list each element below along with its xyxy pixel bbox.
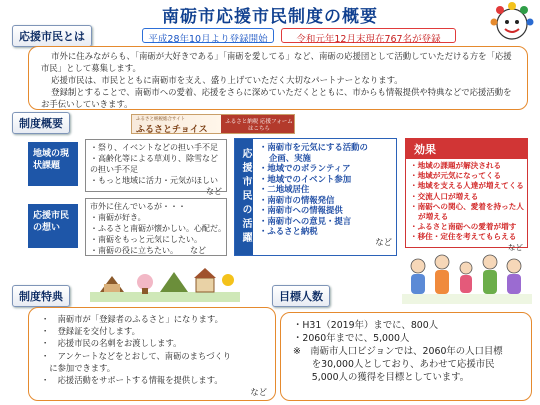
list-item: ・南砺への関心、愛着を持った人 — [410, 201, 524, 211]
list-etc: など — [250, 387, 267, 398]
region-issues-list — [85, 139, 227, 196]
list-item: ・2060年までに、5,000人 — [293, 333, 410, 344]
intro-paragraph: 登録制とすることで、南砺市への愛着、応援をさらに深めていただくとともに、市からも情報提供や特典などで応援活動をお手伝いしていきます。 — [41, 87, 512, 109]
intro-paragraph: 市外に住みながらも、「南砺が大好きである」「南砺を愛してる」など、南砺の応援団として活動していただける方を「応援市民」として募集します。 — [41, 51, 512, 73]
list-item: ・地域でのイベント参加 — [259, 173, 352, 184]
banner-logo-text: ふるさとチョイス — [136, 125, 208, 135]
registration-count-badge: 令和元年12月末現在767名が登録 — [281, 28, 456, 43]
list-etc: など — [206, 187, 222, 196]
furusato-choice-banner[interactable] — [131, 114, 295, 134]
list-item: 企画、実施 — [269, 152, 311, 163]
list-item: に参加できます。 — [41, 362, 116, 373]
section-benefits-tab: 制度特典 — [12, 285, 70, 307]
region-issues-label: 地域の現状課題 — [28, 142, 78, 186]
list-item: ・ アンケートなどをとおして、南砺のまちづくり — [41, 350, 232, 361]
intro-box — [28, 46, 528, 110]
list-item: ・地域でのボランティア — [259, 163, 351, 173]
list-item: ・ 南砺市が「登録者のふるさと」になります。 — [41, 314, 223, 324]
list-item: ・南砺の役に立ちたい。 など — [90, 246, 206, 255]
list-item: ・地域を支える人達が増えてくる — [410, 181, 524, 191]
effects-title: 効果 — [406, 139, 527, 159]
list-item: ・移住・定住を考えてもらえる — [410, 232, 517, 242]
effects-panel — [405, 138, 528, 252]
list-item: ・ 登録証を交付します。 — [41, 326, 140, 337]
list-item: ・ 応援市民の名刺をお渡しします。 — [41, 338, 182, 349]
townscape-illustration — [90, 262, 240, 302]
list-etc: など — [507, 242, 523, 252]
section-about-tab: 応援市民とは — [12, 25, 92, 47]
section-target-tab: 目標人数 — [272, 285, 330, 307]
supporter-activities-label: 応援市民の活躍 — [235, 139, 253, 255]
people-illustration — [402, 248, 532, 306]
list-item: ・南砺市への情報提供 — [259, 205, 343, 215]
list-item: が増える — [418, 212, 449, 222]
banner-right-text: ふるさと納税 応援フォームはこちら — [225, 119, 293, 132]
intro-paragraph: 応援市民は、市民とともに南砺市を支え、盛り上げていただく大切なパートナーとなります。 — [51, 75, 403, 85]
list-item: ・南砺市の情報発信 — [259, 194, 335, 205]
effects-list — [406, 159, 527, 255]
banner-small-text: ふるさと納税総合サイト — [136, 117, 186, 122]
list-item: ・H31（2019年）までに、800人 — [293, 320, 439, 331]
supporter-activities-list — [255, 140, 396, 249]
list-item: ・南砺市への意見・提言 — [259, 215, 352, 226]
target-box — [280, 312, 532, 401]
list-etc: など — [375, 236, 392, 247]
registration-start-badge: 平成28年10月より登録開始 — [142, 28, 274, 43]
benefits-box — [28, 307, 276, 401]
list-item: ・地域が元気になってくる — [410, 171, 502, 181]
section-overview-tab: 制度概要 — [12, 112, 70, 134]
list-item: ・ふるさと納税 — [259, 226, 318, 236]
list-item: ・南砺をもっと元気にしたい。 — [90, 235, 202, 244]
list-item: 5,000人の獲得を目標としています。 — [293, 372, 470, 383]
list-item: ・ふるさと南砺が懐かしい。心配だ。 — [90, 224, 226, 233]
supporter-feelings-label: 応援市民の想い — [28, 204, 78, 248]
list-item: ・交流人口が増える — [410, 191, 479, 201]
smiling-mascot-icon — [490, 2, 534, 42]
page-title: 南砺市応援市民制度の概要 — [162, 7, 378, 27]
list-item: ・祭り、イベントなどの担い手不足 — [90, 143, 218, 152]
list-item: ・高齢化等による草刈り、除雪などの担い手不足 — [90, 154, 218, 174]
list-item: ・南砺が好き。 — [90, 213, 146, 222]
list-item: ※ 南砺市人口ビジョンでは、2060年の人口目標 — [293, 346, 503, 357]
list-item: ・二地域居住 — [259, 184, 310, 194]
supporter-feelings-list — [85, 198, 227, 256]
list-item: ・ふるさと南砺への愛着が増す — [410, 222, 517, 232]
supporter-activities-panel — [234, 138, 397, 256]
list-item: ・ 応援活動をサポートする情報を提供します。 — [41, 375, 223, 386]
list-item: ・もっと地域に活力・元気がほしい — [90, 176, 218, 185]
list-item: 市外に住んでいるが・・・ — [90, 202, 186, 211]
list-item: ・南砺市を元気にする活動の — [259, 142, 368, 152]
list-item: を30,000人としており、あわせて応援市民 — [293, 359, 495, 370]
list-item: ・地域の課題が解決される — [410, 161, 502, 170]
